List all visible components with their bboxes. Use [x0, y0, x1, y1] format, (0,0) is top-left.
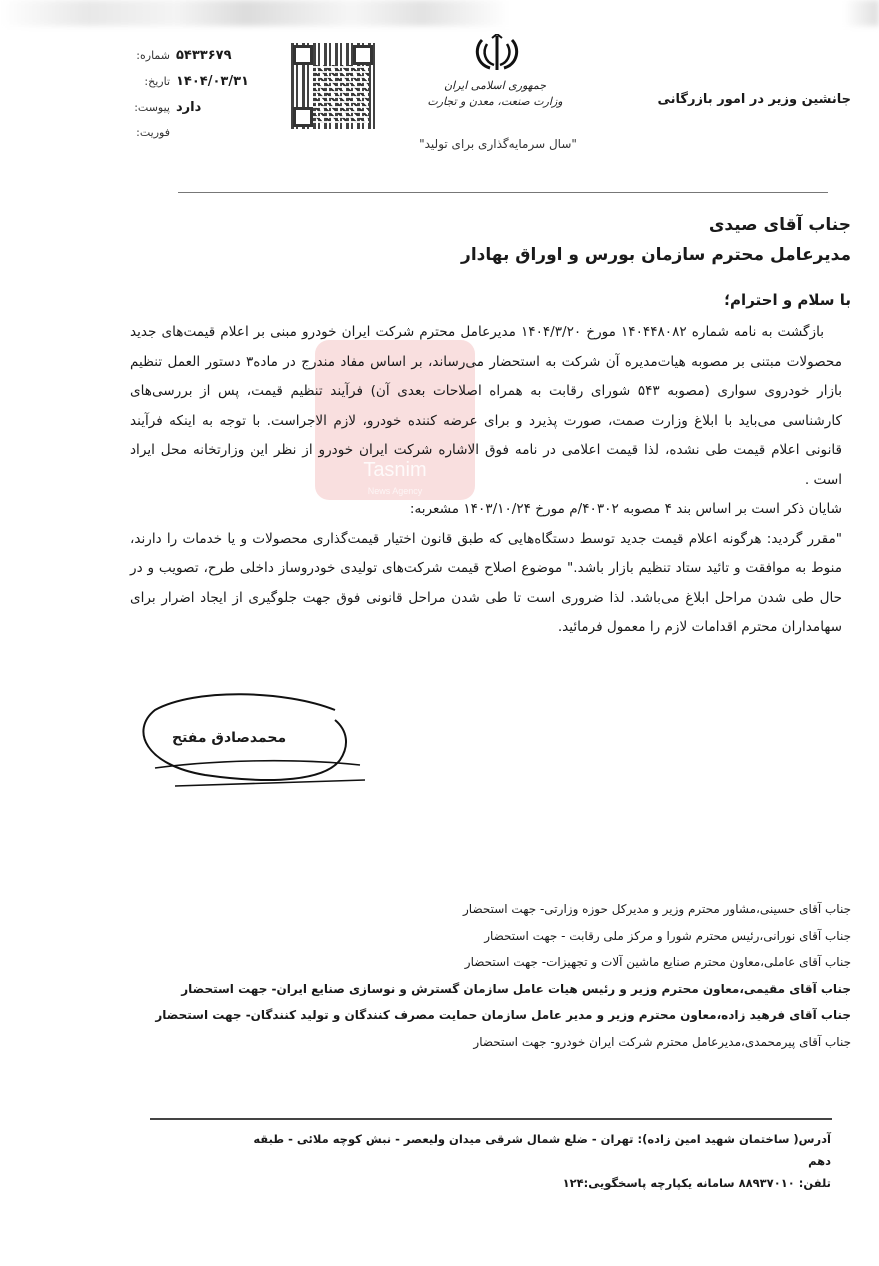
- qr-finder: [293, 107, 313, 127]
- body-paragraph-3: "مقرر گردید: هرگونه اعلام قیمت جدید توسط دستگاه‌هایی که طبق قانون اختیار قیمت‌گذاری محصولات و یا خدمات را دارند، منوط به موافقت و تائید ستاد تنظیم بازار باشد." موضوع اصلاح قیمت شرکت‌های تولیدی خودروساز داخلی طرح، تصویب و در حال طی شدن مراحل ابلاغ می‌باشد. لذا ضروری است تا طی شدن مراحل قانونی فوق جهت جلوگیری از ایجاد اضرار برای سهامداران محترم اقدامات لازم را معمول فرمائید.: [130, 530, 842, 635]
- signatory-name: محمدصادق مفتح: [172, 730, 287, 746]
- letter-metadata: [130, 48, 270, 152]
- blurred-top-strip: [0, 0, 879, 26]
- country-name: جمهوری اسلامی ایران: [443, 79, 547, 92]
- addressee-position: مدیرعامل محترم سازمان بورس و اوراق بهادار: [461, 245, 851, 265]
- header-divider: [178, 192, 828, 193]
- footer-phone: تلفن: ۸۸۹۳۷۰۱۰ سامانه یکپارچه پاسخگویی:۱۲۴: [562, 1176, 831, 1190]
- watermark-brand: Tasnim: [363, 459, 427, 481]
- cc-item: جناب آقای فرهید زاده،معاون محترم وزیر و مدیر عامل سازمان حمایت مصرف کنندگان و تولید کنندگان- جهت استحضار: [155, 1008, 851, 1022]
- meta-label: پیوست:: [134, 101, 170, 114]
- letter-body: [130, 318, 842, 643]
- cc-item: جناب آقای حسینی،مشاور محترم وزیر و مدیرکل حوزه وزارتی- جهت استحضار: [463, 902, 851, 916]
- sender-title: جانشین وزیر در امور بازرگانی: [657, 92, 851, 107]
- qr-code-icon: [291, 43, 375, 129]
- cc-item: جناب آقای عاملی،معاون محترم صنایع ماشین آلات و تجهیزات- جهت استحضار: [464, 955, 851, 969]
- cc-item: جناب آقای مقیمی،معاون محترم وزیر و رئیس هیات عامل سازمان گسترش و نوسازی صنایع ایران- جهت استحضار: [181, 981, 851, 996]
- ministry-title: وزارت صنعت، معدن و تجارت: [427, 95, 563, 108]
- cc-item: جناب آقای نورانی،رئیس محترم شورا و مرکز ملی رقابت - جهت استحضار: [484, 928, 851, 943]
- iran-emblem-icon: [472, 34, 522, 74]
- meta-row-date: [130, 74, 270, 100]
- watermark-subtitle: News Agency: [367, 486, 423, 496]
- qr-pattern: [313, 65, 369, 123]
- meta-row-attachment: [130, 100, 270, 126]
- meta-row-number: [130, 48, 270, 74]
- addressee-block: [51, 210, 851, 270]
- body-paragraph-1: بازگشت به نامه شماره ۱۴۰۴۴۸۰۸۲ مورخ ۱۴۰۴/۳/۲۰ مدیرعامل محترم شرکت ایران خودرو مبنی بر اعلام قیمت‌های جدید محصولات مبتنی بر مصوبه هیات‌مدیره آن شرکت به استحضار می‌رساند، بر اساس مفاد مندرج در ماده۳ دستور العمل تنظیم بازار خودروی سواری (مصوبه ۵۴۳ شورای رقابت به همراه اصلاحات بعدی آن) فرآیند تنظیم قیمت، پس از بررسی‌های کارشناسی می‌باید با ابلاغ وزارت صمت، صورت پذیرد و برای عرضه کننده خودرو، لازم الاجراست. با توجه به اینکه فرآیند قانونی اعلام قیمت طی نشده، لذا قیمت اعلامی در نامه فوق الاشاره شرکت ایران خودرو از نظر این وزارتخانه محل ایراد است .: [130, 324, 842, 488]
- letter-number: ۵۴۳۳۶۷۹: [176, 48, 232, 63]
- ministry-name: [420, 78, 570, 110]
- meta-label: فوریت:: [136, 126, 170, 139]
- cc-list: [155, 896, 851, 1055]
- attachment-value: دارد: [176, 100, 202, 115]
- meta-row-urgency: [130, 126, 270, 152]
- footer-divider: [150, 1118, 832, 1120]
- letter-date: ۱۴۰۴/۰۳/۳۱: [176, 74, 249, 89]
- body-paragraph-2: شایان ذکر است بر اساس بند ۴ مصوبه ۴۰۳۰۲/م مورخ ۱۴۰۳/۱۰/۲۴ مشعربه:: [409, 501, 842, 517]
- meta-label: شماره:: [136, 49, 170, 62]
- addressee-name: جناب آقای صیدی: [708, 215, 851, 235]
- cc-item: جناب آقای پیرمحمدی،مدیرعامل محترم شرکت ایران خودرو- جهت استحضار: [473, 1034, 851, 1049]
- meta-label: تاریخ:: [144, 75, 170, 88]
- year-slogan: "سال سرمایه‌گذاری برای تولید": [419, 137, 577, 151]
- footer-address: آدرس( ساختمان شهید امین زاده): تهران - ضلع شمال شرقی میدان ولیعصر - نبش کوچه ملائی - طبقه دهم: [253, 1132, 831, 1168]
- letterhead-footer: [231, 1128, 831, 1194]
- greeting: با سلام و احترام؛: [724, 291, 851, 309]
